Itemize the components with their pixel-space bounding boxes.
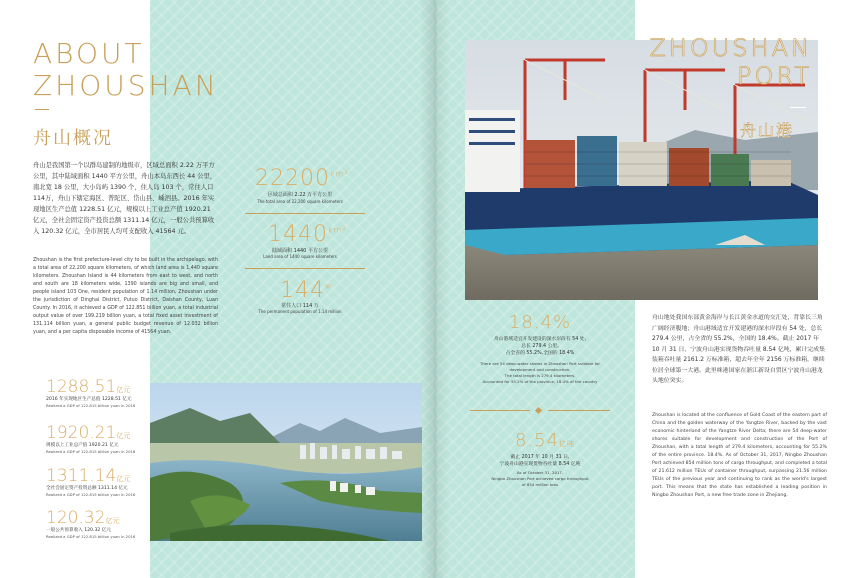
shoreline-en-line: There are 54 deep-water shores in Zhoushan Port suitable for [480, 361, 600, 366]
econ-revenue-en: Realized a GDP of 122.815 billion yuan in 2016 [46, 534, 136, 539]
lake-city-illustration [150, 383, 422, 541]
econ-revenue-value: 120.32亿元 [46, 508, 120, 528]
page-gutter [420, 0, 450, 578]
econ-industry-en: Realized a GDP of 122.815 billion yuan in 2016 [46, 449, 136, 454]
stat-population-value: 144$^w$ [280, 278, 333, 303]
throughput-en-line: of 854 million tons [521, 482, 559, 487]
stat-land-en: Land area of 1440 square kilometers [263, 254, 337, 259]
divider-rule [470, 410, 530, 411]
throughput-cn-line: 截止 2017 年 10 月 31 日, [510, 455, 570, 460]
stat-land-value: $1440^{km^2}$ [268, 222, 347, 247]
stat-throughput-value: 8.54亿吨 [514, 430, 576, 451]
divider-rule [245, 213, 365, 214]
about-title-line1: ABOUT [33, 37, 145, 70]
port-title-dash [790, 107, 806, 108]
port-title-cn: 舟山港 [740, 121, 795, 140]
lake-city-photo [150, 383, 422, 541]
port-title-line1: ZHOUSHAN [649, 34, 812, 62]
econ-gdp-en: Realized a GDP of 122.815 billion yuan in 2016 [46, 403, 136, 408]
econ-investment-en: Realized a GDP of 122.815 billion yuan in 2016 [46, 492, 136, 497]
econ-gdp-cn: 2016 年实现地区生产总值 1228.51 亿元 [46, 397, 132, 402]
throughput-en-line: Ningbo Zhoushan Port achieved cargo throughput [491, 476, 589, 481]
shoreline-en-line: development and construction. [509, 367, 571, 372]
shoreline-cn-line: 占全省的 55.2%,全国的 18.4% [505, 351, 575, 356]
throughput-en-line: As of October 31, 2017, [516, 470, 564, 475]
stat-area-en: The total area of 22,200 square kilometers [257, 199, 343, 204]
intro-english: Zhoushan is the first prefecture-level city to be built in the archipelago, with a total area of 22,200 square kilometers, of which land area is 1,440 square kilometers. Zhoushan Island is 44 kilometers from east to west, and north and south are 18 kilometers wide, 1390 islands are big and small, and people island 103 One, resident population of 1.14 million, Zhoushan under the jurisdiction of Dinghai District, Putuo District, Daishan County, Luan County. In 2016, it achieved a GDP of 122.851 billion yuan, a total industrial output value of over 199.219 billion yuan, a total fixed asset investment of 131.114 billion yuan, a general public budget revenue of 12.032 billion yuan, and a per capita disposable income of 41564 yuan. [33, 258, 218, 335]
port-title [632, 34, 812, 90]
econ-investment-value: 1311.14亿元 [46, 466, 131, 486]
shoreline-en-line: The total length is 279.4 kilometers. [504, 373, 576, 378]
about-title-cn: 舟山概况 [33, 128, 113, 149]
stat-shoreline-en [460, 361, 620, 385]
econ-revenue-cn: 一般公共预算收入 120.32 亿元 [46, 528, 111, 533]
econ-investment-cn: 全社会固定资产投资总额 1311.14 亿元 [46, 486, 128, 491]
port-title-line2: PORT [737, 62, 812, 90]
divider-rule [245, 268, 365, 269]
stat-throughput-cn [470, 454, 610, 468]
econ-industry-value: 1920.21亿元 [46, 423, 131, 443]
stat-shoreline-value: 18.4% [508, 312, 572, 333]
stat-population-en: The permanent population of 1.14 million [258, 309, 342, 314]
intro-chinese: 舟山是我国第一个以群岛建制的地级市，区域总面积 2.22 万平方公里，其中陆域面积 1440 平方公里，舟山本岛东西长 44 公里，南北宽 18 公里，大小岛屿 1390 个，住人岛 103 个，常住人口 114万，舟山下辖定海区、普陀区、岱山县、嵊泗县。2016 年实现地区生产总值 1228.51 亿元，规模以上工业总产值 1920.21 亿元，全社会固定资产投资总额 1311.14 亿元，一般公共预算收入 120.32 亿元，全市居民人均可支配收入 41564 元。 [33, 162, 217, 235]
port-body-chinese: 舟山地处我国东部黄金海岸与长江黄金水道的交汇处，背靠长三角广阔经济腹地；舟山港域适宜开发建港的深水岸段有 54 处，总长 279.4 公里，占全省的 55.2%，全国的 18.4%。截止 2017 年 10 月 31 日，宁波舟山港实现货物吞吐量 8.54 亿吨，累计完成集装箱吞吐量 2161.2 万标准箱，超去年全年 2156 万标准箱，继续位居全球第一大港。此里咪港国家在浙江新设自贸区宁波舟山港龙头地位突实。 [652, 315, 825, 384]
shoreline-en-line: Accounted for 55.2% of the province, 18.4% of the country [482, 379, 598, 384]
econ-industry-cn: 规模以上工业总产值 1920.21 亿元 [46, 443, 119, 448]
stat-area-value: $22200^{km^2}$ [255, 166, 349, 191]
about-title-line2: ZHOUSHAN [33, 69, 219, 102]
stat-throughput-en [465, 470, 615, 488]
econ-gdp-value: 1288.51亿元 [46, 377, 131, 397]
shoreline-cn-line: 舟山港域适宜开发建设的深水岸段有 54 处, [493, 337, 587, 342]
port-body-english: Zhoushan is located at the confluence of Gold Coast of the eastern part of China and the golden waterway of the Yangtze River, backed by the vast economic hinterland of the Yangtze River Delta; there are 54 deep-water shores suitable for development and construction of the Port of Zhoushan, with a total length of 279.4 kilometers, accounting for 55.2% of the entire province. 18.4%. As of October 31, 2017, Ningbo Zhoushan Port achieved 854 million tons of cargo throughput, and completed a total of 21.612 million TEUs of container throughput, surpassing 21.56 million TEUs of the previous year and continuing to rank as the world's largest port. This means that the state has established a leading position in Ningbo Zhoushan Port, a new free trade zone in Zhejiang. [652, 413, 827, 498]
divider-rule [548, 410, 610, 411]
stat-shoreline-cn [470, 336, 610, 357]
shoreline-cn-line: 总长 279.4 公里, [521, 344, 559, 349]
stat-population-cn: 常住人口 114 万 [281, 303, 319, 309]
title-dash [35, 109, 49, 110]
throughput-cn-line: 宁波舟山港实现货物吞吐量 8.54 亿吨 [499, 462, 581, 467]
about-title [33, 38, 219, 102]
stat-area-cn: 区域总面积 2.22 万平方公里 [267, 192, 333, 198]
stat-land-cn: 陆域面积 1440 平方公里 [272, 248, 328, 254]
